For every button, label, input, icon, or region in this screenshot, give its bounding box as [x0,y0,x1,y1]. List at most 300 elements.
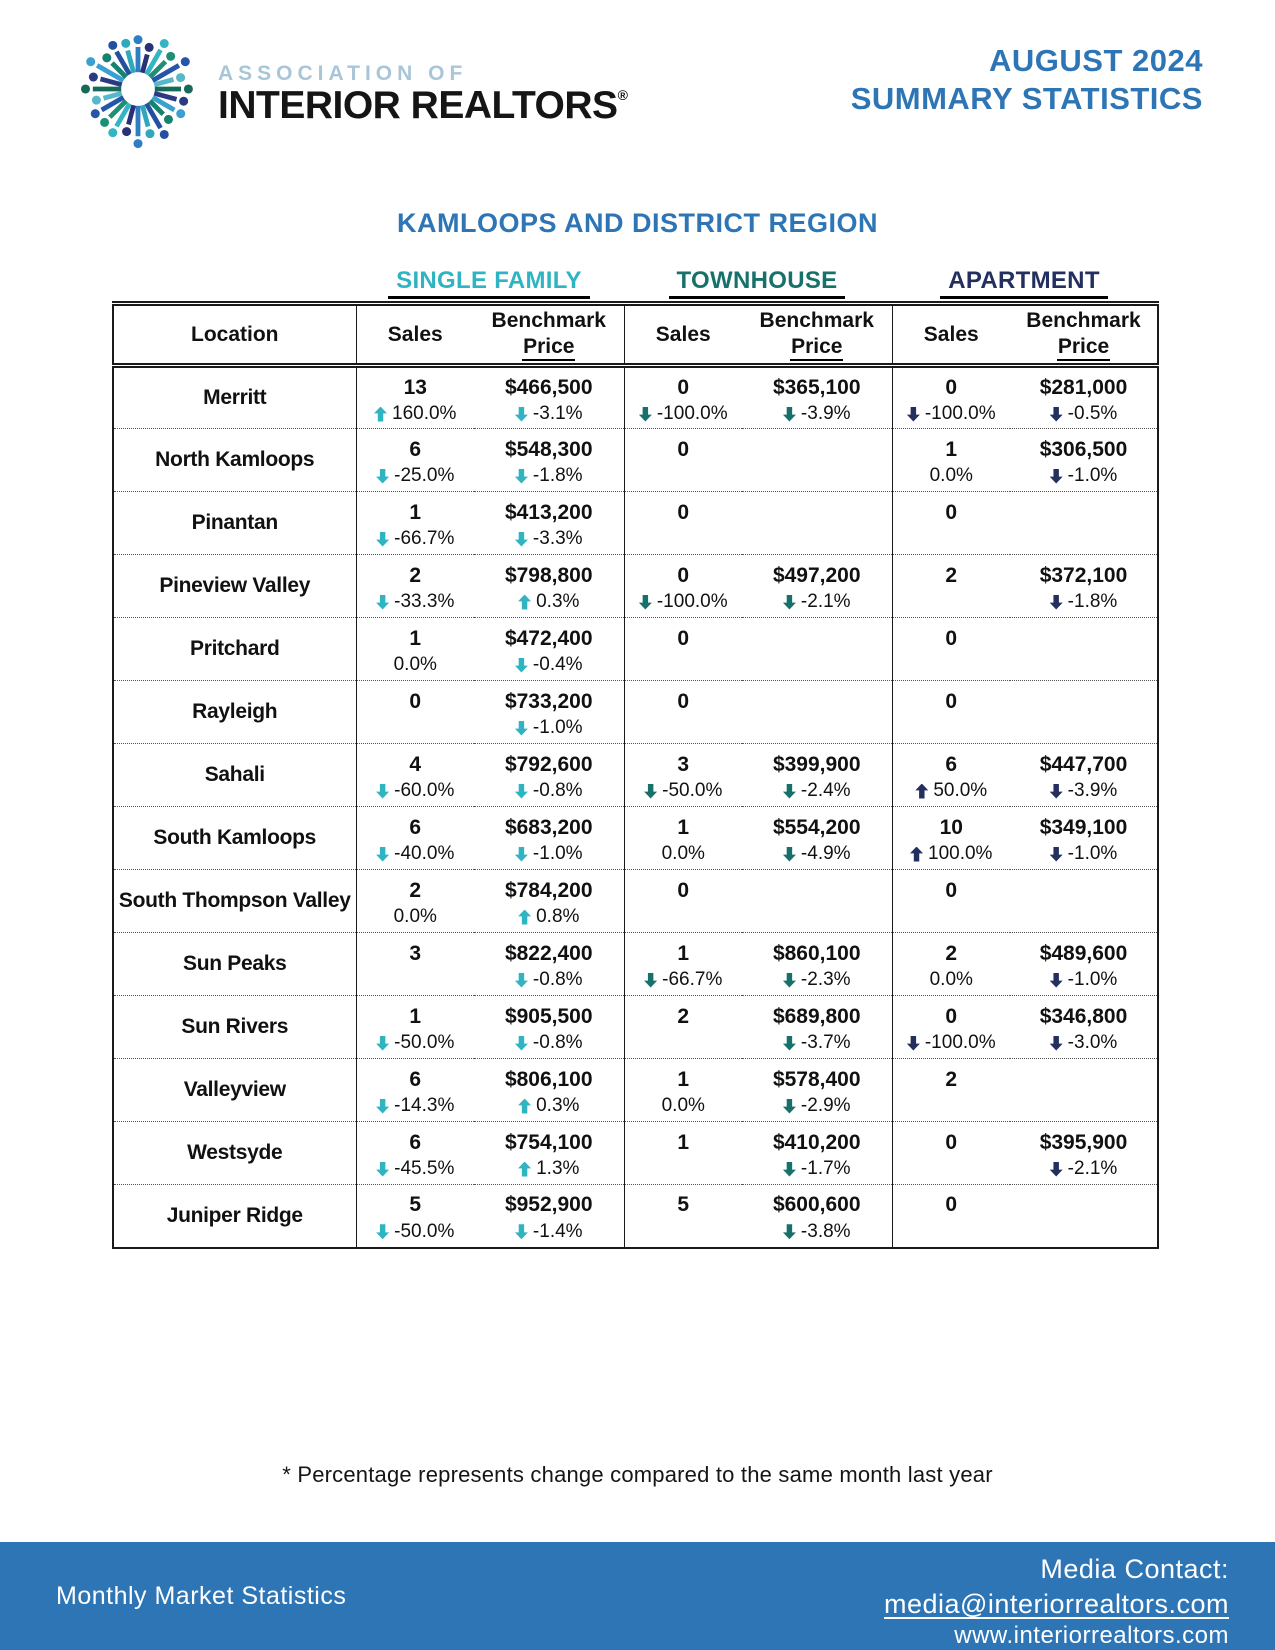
apt-benchmark-change: -3.9% [1010,778,1157,805]
table-body [113,366,1158,1248]
sf-sales-change: 0.0% [393,654,437,675]
apt-sales-value: 0 [945,689,958,713]
th-sales-value: 1 [677,815,690,839]
sf-sales-cell [356,870,474,933]
table-row [113,492,1158,555]
down-arrow-icon [376,1099,389,1114]
apt-benchmark-cell [1010,618,1158,681]
sf-sales-cell [356,681,474,744]
th-benchmark-change [742,526,892,553]
apt-benchmark-cell [1010,492,1158,555]
th-benchmark-value: $554,200 [772,815,861,839]
apt-benchmark-cell [1010,933,1158,996]
th-benchmark-cell [742,870,892,933]
sf-sales-value: 1 [409,626,422,650]
th-benchmark-value: $497,200 [772,563,861,587]
down-arrow-icon [644,973,657,988]
location-cell: Sahali [113,744,356,807]
down-arrow-icon [1050,469,1063,484]
apt-sales-value: 0 [945,626,958,650]
apt-sales-value: 2 [945,941,958,965]
th-benchmark-value: $399,900 [772,752,861,776]
property-type-header-row [112,267,1157,299]
sf-sales-cell [356,933,474,996]
th-benchmark-value: $600,600 [772,1193,861,1217]
down-arrow-icon [376,595,389,610]
th-benchmark-cell [742,744,892,807]
th-benchmark-change: -2.1% [742,589,892,616]
apt-benchmark-value [1010,1186,1157,1218]
th-benchmark-change: -2.9% [742,1093,892,1120]
table-row [113,807,1158,870]
th-sales-cell [624,1122,742,1185]
apt-benchmark-change [1010,526,1157,553]
sf-benchmark-value: $754,100 [504,1130,593,1154]
sf-sales-value: 1 [409,500,422,524]
apt-sales-value: 6 [945,752,958,776]
header-location: Location [113,304,356,366]
apt-sales-change [893,1156,1011,1183]
sf-benchmark-cell [474,366,624,429]
sf-sales-change: 160.0% [357,401,475,428]
apt-sales-value: 0 [945,500,958,524]
sf-benchmark-cell [474,618,624,681]
apt-benchmark-value [1010,872,1157,904]
down-arrow-icon [783,784,796,799]
sf-sales-change: -25.0% [357,463,475,490]
sf-benchmark-cell [474,744,624,807]
down-arrow-icon [783,407,796,422]
report-title-line1: AUGUST 2024 [989,43,1203,78]
apt-sales-change [893,589,1011,616]
sf-benchmark-change: -1.0% [474,715,624,742]
sf-benchmark-change: -1.8% [474,463,624,490]
footnote: * Percentage represents change compared to the same month last year [282,1462,993,1487]
apt-sales-change: -100.0% [893,401,1011,428]
th-benchmark-cell [742,492,892,555]
apt-benchmark-change: -1.0% [1010,841,1157,868]
th-sales-cell [624,492,742,555]
apt-sales-value: 0 [945,1130,958,1154]
th-sales-cell [624,555,742,618]
down-arrow-icon [1050,973,1063,988]
down-arrow-icon [907,1036,920,1051]
apt-benchmark-cell [1010,1122,1158,1185]
th-sales-change: -100.0% [625,401,743,428]
apt-sales-cell [892,555,1010,618]
th-benchmark-change: -1.7% [742,1156,892,1183]
apt-sales-change: -100.0% [893,1030,1011,1057]
down-arrow-icon [376,1036,389,1051]
apt-benchmark-cell [1010,429,1158,492]
th-sales-change: 0.0% [661,1095,705,1116]
down-arrow-icon [376,847,389,862]
down-arrow-icon [783,847,796,862]
group-label-apartment: APARTMENT [891,267,1157,299]
sf-benchmark-value: $548,300 [504,437,593,461]
sf-sales-value: 6 [409,1067,422,1091]
header-sf-sales: Sales [356,304,474,366]
apt-benchmark-change [1010,1093,1157,1120]
apt-sales-change: 50.0% [893,778,1011,805]
brand-logo [72,26,628,152]
th-benchmark-cell [742,1122,892,1185]
sf-sales-value: 1 [409,1004,422,1028]
sf-benchmark-cell [474,492,624,555]
th-benchmark-value: $860,100 [772,941,861,965]
up-arrow-icon [915,784,928,799]
down-arrow-icon [515,1036,528,1051]
apt-benchmark-change: -1.0% [1010,463,1157,490]
th-benchmark-change: -2.4% [742,778,892,805]
apt-benchmark-value: $447,700 [1039,752,1128,776]
brand-line1: ASSOCIATION OF [218,61,468,85]
down-arrow-icon [783,973,796,988]
apt-sales-cell [892,807,1010,870]
apt-sales-cell [892,429,1010,492]
th-benchmark-cell [742,429,892,492]
th-sales-change [625,463,743,490]
th-sales-cell [624,870,742,933]
apt-sales-change [893,526,1011,553]
sf-benchmark-change: -0.8% [474,967,624,994]
apt-benchmark-cell [1010,870,1158,933]
apt-benchmark-value: $372,100 [1039,563,1128,587]
location-cell: Sun Peaks [113,933,356,996]
sf-sales-value: 4 [409,752,422,776]
th-benchmark-value [742,620,892,652]
down-arrow-icon [1050,595,1063,610]
th-sales-value: 3 [677,752,690,776]
up-arrow-icon [518,1099,531,1114]
sf-benchmark-value: $413,200 [504,500,593,524]
th-sales-value: 0 [677,437,690,461]
th-benchmark-cell [742,807,892,870]
apt-benchmark-cell [1010,1059,1158,1122]
sf-sales-change [357,967,475,994]
sf-benchmark-change: -0.8% [474,778,624,805]
location-cell: Valleyview [113,1059,356,1122]
location-cell: Merritt [203,385,267,409]
sf-sales-change: -50.0% [357,1218,475,1245]
apt-sales-change: 0.0% [929,969,973,990]
th-sales-cell [624,744,742,807]
th-benchmark-change [742,904,892,931]
th-sales-change [625,652,743,679]
th-sales-value: 0 [677,878,690,902]
th-benchmark-cell [742,933,892,996]
sf-sales-value: 13 [403,375,427,399]
th-sales-value: 0 [677,689,690,713]
down-arrow-icon [376,1224,389,1239]
location-cell: South Kamloops [113,807,356,870]
th-sales-change: 0.0% [661,843,705,864]
down-arrow-icon [515,784,528,799]
sf-sales-change: -14.3% [357,1093,475,1120]
apt-sales-cell [892,1185,1010,1248]
apt-benchmark-cell [1010,681,1158,744]
apt-benchmark-cell [1010,744,1158,807]
header-th-benchmark: Benchmark Price [742,304,892,366]
apt-benchmark-change: -2.1% [1010,1156,1157,1183]
apt-sales-change: 100.0% [893,841,1011,868]
apt-benchmark-value [1010,683,1157,715]
report-title-line2: SUMMARY STATISTICS [850,80,1203,116]
apt-sales-cell [892,492,1010,555]
sf-sales-change: -33.3% [357,589,475,616]
th-sales-cell [624,366,742,429]
sf-sales-change: -60.0% [357,778,475,805]
sf-benchmark-cell [474,429,624,492]
sf-sales-value: 3 [409,941,422,965]
sf-benchmark-cell [474,996,624,1059]
registered-mark: ® [617,86,628,103]
sf-benchmark-change: -0.4% [474,652,624,679]
th-sales-value: 0 [677,563,690,587]
brand-wordmark [218,52,628,127]
sf-benchmark-change: -0.8% [474,1030,624,1057]
sf-benchmark-cell [474,807,624,870]
down-arrow-icon [783,595,796,610]
sf-benchmark-value: $472,400 [504,626,593,650]
footer-left-label: Monthly Market Statistics [56,1582,347,1610]
th-benchmark-value [742,683,892,715]
apt-benchmark-change: -1.0% [1010,967,1157,994]
th-benchmark-change: -3.8% [742,1218,892,1245]
sf-sales-change: -45.5% [357,1156,475,1183]
apt-benchmark-value: $489,600 [1039,941,1128,965]
down-arrow-icon [376,469,389,484]
sf-benchmark-cell [474,681,624,744]
sf-benchmark-value: $683,200 [504,815,593,839]
apt-benchmark-change [1010,1218,1157,1245]
footer-bar [0,1542,1275,1650]
apt-sales-cell [892,870,1010,933]
table-row [113,744,1158,807]
table-row [113,996,1158,1059]
sf-benchmark-value: $806,100 [504,1067,593,1091]
page-header [0,0,1275,152]
report-title [851,26,1203,118]
apt-sales-cell [892,744,1010,807]
table-row [113,933,1158,996]
apt-sales-cell [892,618,1010,681]
footer-contact-block [884,1552,1229,1650]
sf-sales-value: 2 [409,878,422,902]
up-arrow-icon [910,847,923,862]
table-row [113,618,1158,681]
apt-benchmark-change [1010,652,1157,679]
down-arrow-icon [907,407,920,422]
th-benchmark-value: $365,100 [772,375,861,399]
th-benchmark-value: $410,200 [772,1130,861,1154]
down-arrow-icon [783,1036,796,1051]
down-arrow-icon [515,1224,528,1239]
apt-sales-value: 0 [945,1193,958,1217]
down-arrow-icon [515,532,528,547]
group-label-townhouse: TOWNHOUSE [623,267,891,299]
th-benchmark-cell [742,366,892,429]
sf-sales-cell [356,555,474,618]
th-benchmark-cell [742,681,892,744]
th-sales-change: -100.0% [625,589,743,616]
down-arrow-icon [1050,407,1063,422]
group-label-single-family: SINGLE FAMILY [355,267,623,299]
sf-benchmark-cell [474,1185,624,1248]
table-row [113,555,1158,618]
sf-benchmark-change: -1.4% [474,1218,624,1245]
region-title: KAMLOOPS AND DISTRICT REGION [396,208,878,238]
apt-benchmark-value: $306,500 [1039,437,1128,461]
th-sales-cell [624,681,742,744]
sf-benchmark-value: $798,800 [504,563,593,587]
sf-benchmark-change: 0.3% [474,1093,624,1120]
down-arrow-icon [1050,1162,1063,1177]
sf-sales-value: 0 [409,689,422,713]
down-arrow-icon [639,595,652,610]
sf-benchmark-cell [474,870,624,933]
sf-benchmark-value: $784,200 [504,878,593,902]
sf-benchmark-change: 0.8% [474,904,624,931]
th-sales-change [625,1218,743,1245]
apt-sales-change [893,904,1011,931]
sf-benchmark-change: 0.3% [474,589,624,616]
down-arrow-icon [515,721,528,736]
apt-sales-cell [892,366,1010,429]
sf-sales-cell [356,996,474,1059]
th-sales-cell [624,618,742,681]
th-sales-change [625,1156,743,1183]
apt-sales-change: 0.0% [929,465,973,486]
th-benchmark-value: $578,400 [772,1067,861,1091]
location-cell: Pritchard [113,618,356,681]
apt-benchmark-cell [1010,807,1158,870]
th-benchmark-change [742,652,892,679]
sf-benchmark-cell [474,933,624,996]
th-sales-cell [624,933,742,996]
sf-sales-cell [356,618,474,681]
sf-sales-value: 6 [409,1130,422,1154]
apt-sales-value: 10 [939,815,963,839]
th-benchmark-cell [742,1185,892,1248]
sf-sales-change: 0.0% [393,906,437,927]
header-sf-benchmark: Benchmark Price [474,304,624,366]
th-benchmark-value: $689,800 [772,1004,861,1028]
sf-sales-cell [356,807,474,870]
apt-benchmark-change: -1.8% [1010,589,1157,616]
sf-sales-cell [356,1059,474,1122]
down-arrow-icon [1050,847,1063,862]
sf-sales-value: 6 [409,815,422,839]
apt-sales-cell [892,681,1010,744]
apt-benchmark-cell [1010,1185,1158,1248]
th-benchmark-change [742,715,892,742]
apt-benchmark-value: $346,800 [1039,1004,1128,1028]
apt-benchmark-value: $395,900 [1039,1130,1128,1154]
header-th-sales: Sales [624,304,742,366]
up-arrow-icon [374,407,387,422]
th-benchmark-change: -3.9% [742,401,892,428]
th-sales-change [625,904,743,931]
down-arrow-icon [515,407,528,422]
header-apt-sales: Sales [892,304,1010,366]
apt-benchmark-value: $349,100 [1039,815,1128,839]
down-arrow-icon [783,1099,796,1114]
th-benchmark-value [742,431,892,463]
th-sales-cell [624,996,742,1059]
sf-sales-cell [356,1122,474,1185]
sf-benchmark-value: $952,900 [504,1193,593,1217]
th-sales-value: 1 [677,1067,690,1091]
apt-benchmark-value [1010,620,1157,652]
apt-benchmark-value [1010,1061,1157,1093]
table-row [113,1059,1158,1122]
website-link[interactable]: www.interiorrealtors.com [954,1622,1229,1650]
table-row [113,1185,1158,1248]
sf-sales-value: 2 [409,563,422,587]
apt-sales-cell [892,933,1010,996]
th-sales-change [625,715,743,742]
down-arrow-icon [515,973,528,988]
apt-sales-change [893,652,1011,679]
location-cell: Rayleigh [113,681,356,744]
sf-sales-change [357,715,475,742]
th-benchmark-cell [742,996,892,1059]
apt-sales-change [893,715,1011,742]
apt-benchmark-change: -3.0% [1010,1030,1157,1057]
location-cell: North Kamloops [113,429,356,492]
sf-sales-change: -40.0% [357,841,475,868]
th-sales-change [625,526,743,553]
sf-benchmark-cell [474,555,624,618]
location-cell: Juniper Ridge [113,1185,356,1248]
sf-benchmark-change: -3.3% [474,526,624,553]
location-cell: South Thompson Valley [113,870,356,933]
th-sales-value: 2 [677,1004,690,1028]
apt-sales-cell [892,996,1010,1059]
sf-sales-cell [356,429,474,492]
th-benchmark-change: -3.7% [742,1030,892,1057]
apt-benchmark-value [1010,494,1157,526]
sf-sales-change: -66.7% [357,526,475,553]
th-sales-value: 1 [677,1130,690,1154]
starburst-logo-icon [72,26,204,152]
down-arrow-icon [376,532,389,547]
up-arrow-icon [518,595,531,610]
th-benchmark-value [742,494,892,526]
sf-benchmark-value: $466,500 [504,375,593,399]
apt-benchmark-change: -0.5% [1010,401,1157,428]
th-sales-change: -66.7% [625,967,743,994]
sf-benchmark-cell [474,1122,624,1185]
sf-sales-value: 5 [409,1193,422,1217]
th-benchmark-cell [742,618,892,681]
apt-benchmark-change [1010,904,1157,931]
th-sales-value: 0 [677,375,690,399]
th-sales-cell [624,1059,742,1122]
down-arrow-icon [515,469,528,484]
media-contact-label: Media Contact: [1040,1554,1229,1584]
sf-sales-value: 6 [409,437,422,461]
up-arrow-icon [518,910,531,925]
th-sales-value: 0 [677,500,690,524]
location-cell: Westsyde [113,1122,356,1185]
down-arrow-icon [1050,784,1063,799]
table-row [113,870,1158,933]
media-email-link[interactable]: media@interiorrealtors.com [883,1588,1229,1619]
sf-benchmark-change: 1.3% [474,1156,624,1183]
th-benchmark-change: -2.3% [742,967,892,994]
